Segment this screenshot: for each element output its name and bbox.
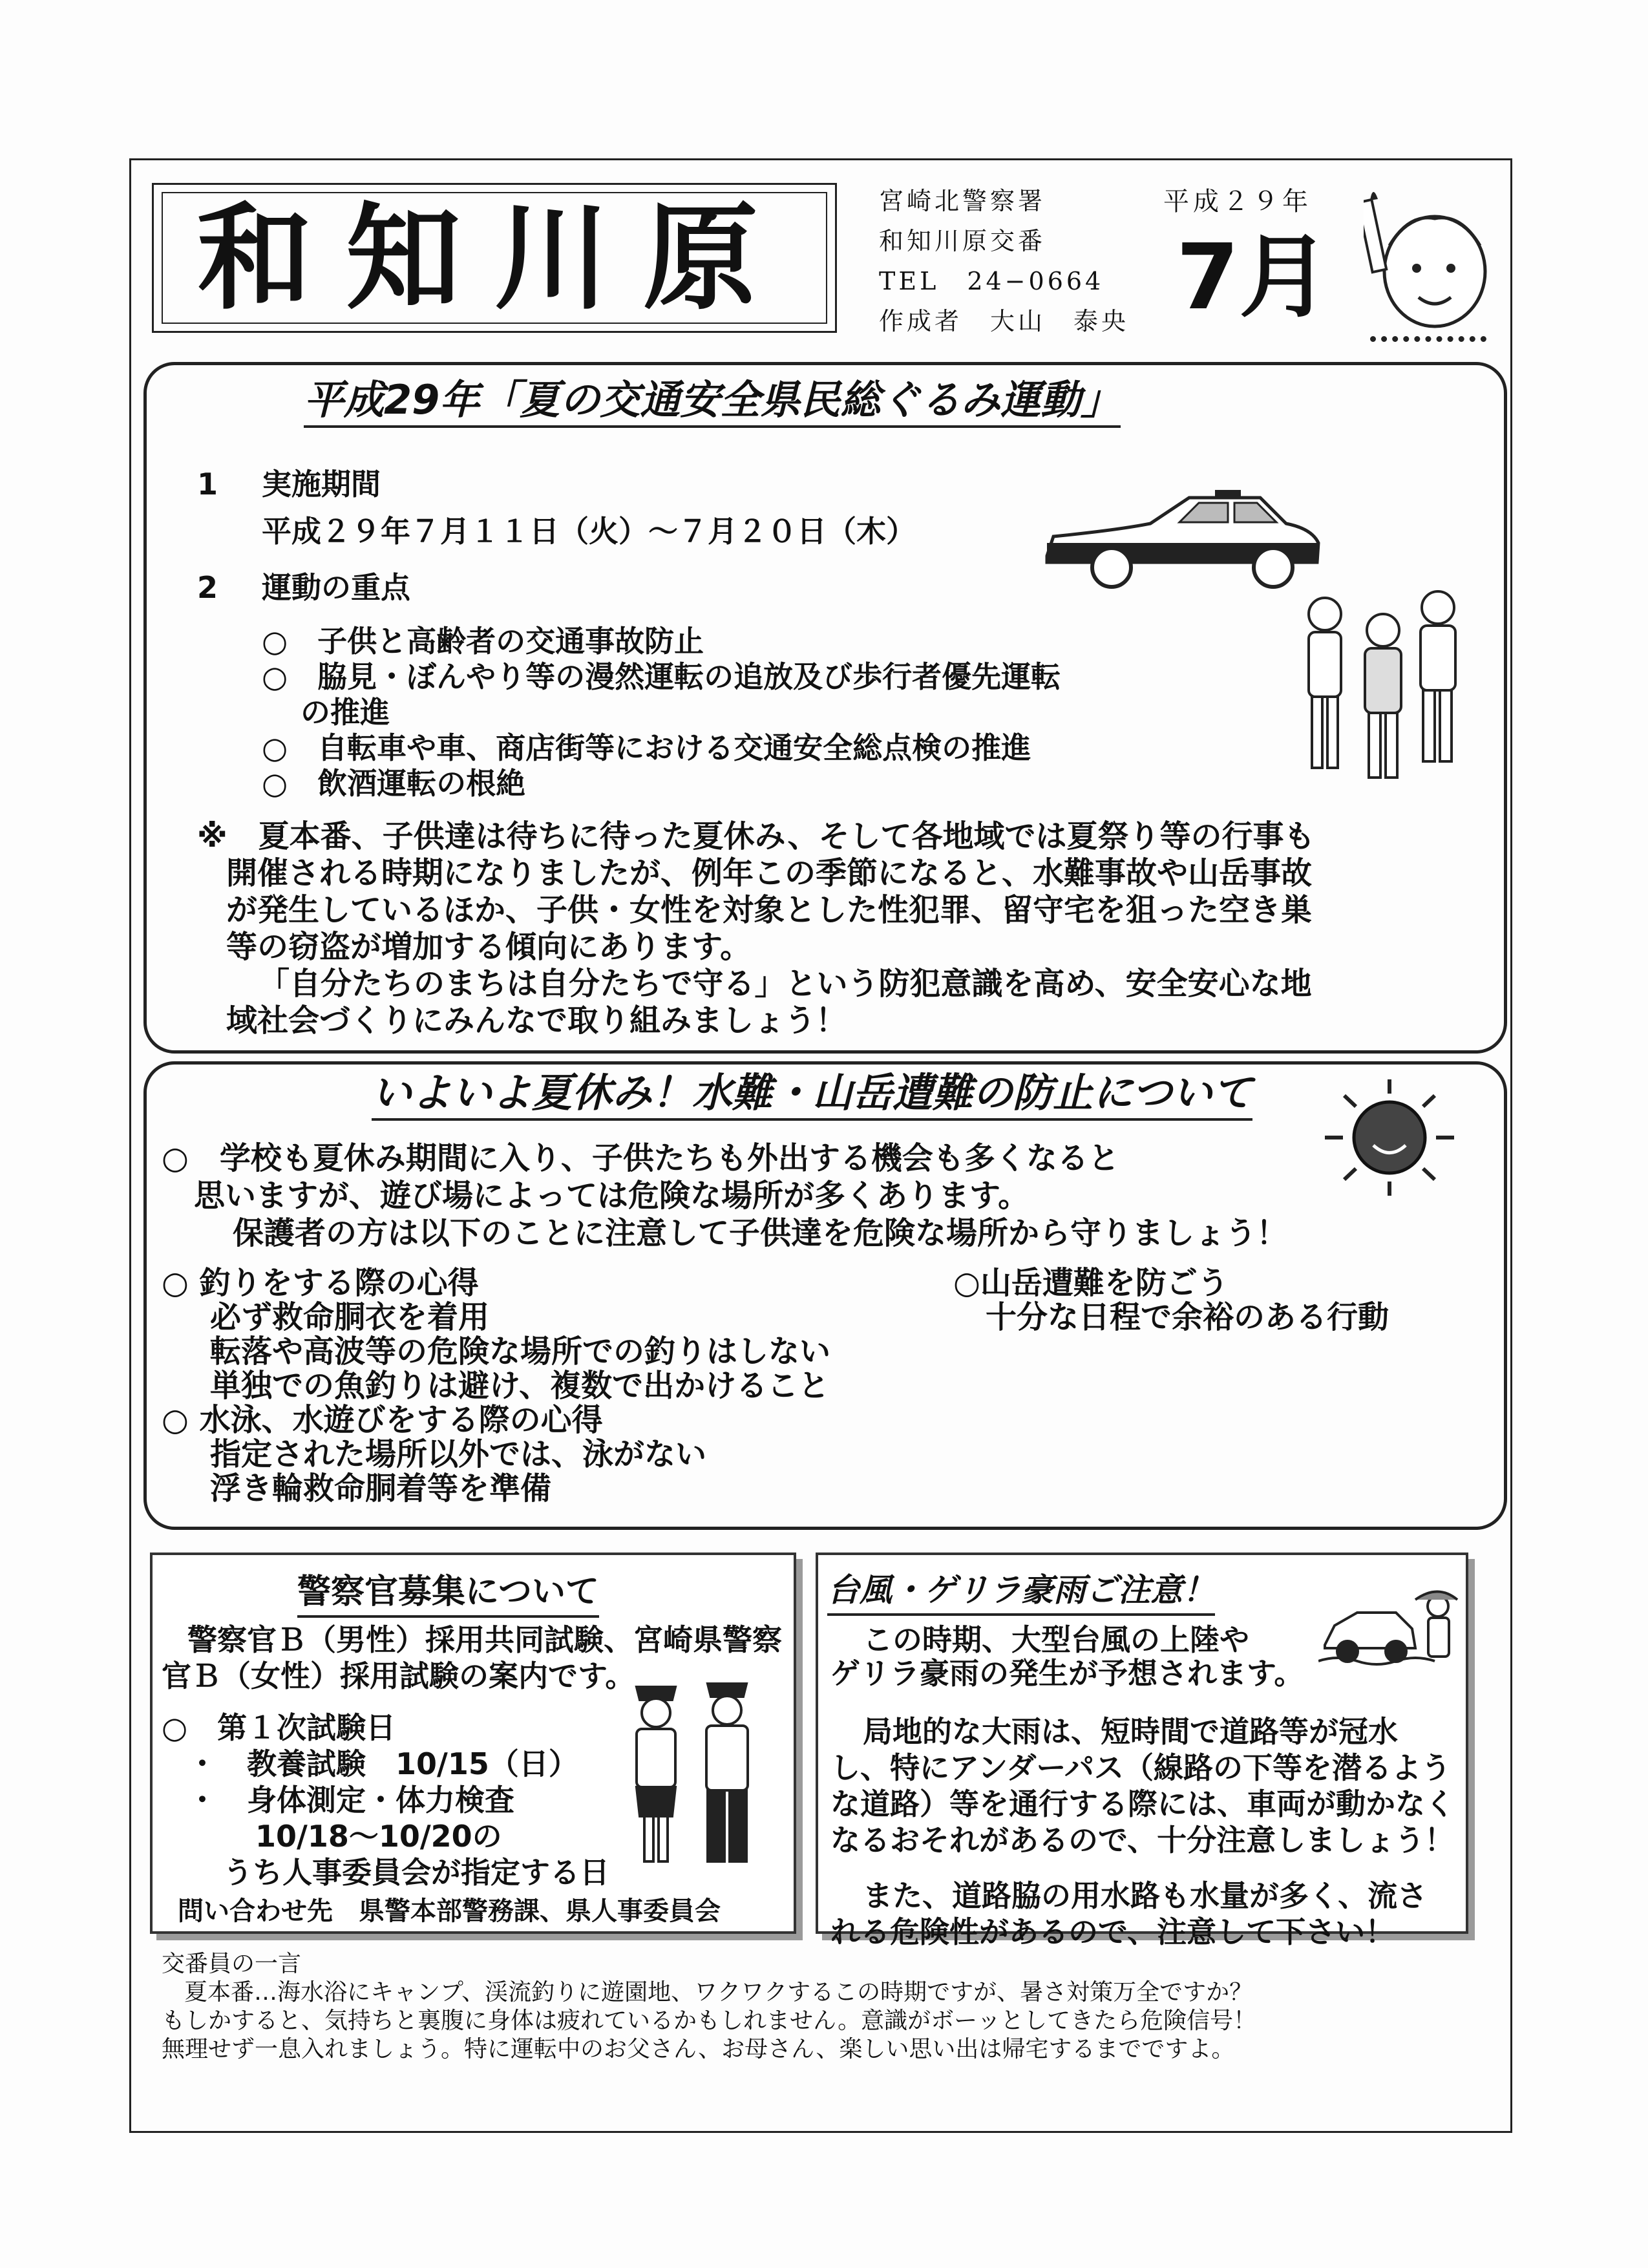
focus-point: ○ 自転車や車、商店街等における交通安全総点検の推進 <box>262 730 1031 765</box>
recruitment-line: 警察官Ｂ（男性）採用共同試験、宮崎県警察 <box>187 1622 782 1657</box>
focus-point: ○ 飲酒運転の根絶 <box>262 766 526 801</box>
recruitment-line: うち人事委員会が指定する日 <box>223 1855 609 1890</box>
focus-point: ○ 子供と高齢者の交通事故防止 <box>262 624 704 659</box>
recruitment-contact: 問い合わせ先 県警本部警務課、県人事委員会 <box>178 1896 721 1926</box>
typhoon-line: な道路）等を通行する際には、車両が動かなく <box>830 1786 1455 1821</box>
campaign-note-line: が発生しているほか、子供・女性を対象とした性犯罪、留守宅を狙った空き巣 <box>226 892 1313 928</box>
water-safety-line: 浮き輪救命胴着等を準備 <box>210 1470 552 1507</box>
newsletter-title: 和知川原 <box>197 190 792 325</box>
water-mountain-safety-title: いよいよ夏休み！水難・山岳遭難の防止について <box>372 1073 1252 1121</box>
water-safety-line: 必ず救命胴衣を着用 <box>210 1299 490 1335</box>
summer-intro-line: 保護者の方は以下のことに注意して子供達を危険な場所から守りましょう！ <box>233 1215 1288 1251</box>
item1-label: 実施期間 <box>262 467 381 502</box>
koban-name: 和知川原交番 <box>879 227 1046 255</box>
typhoon-line: 局地的な大雨は、短時間で道路等が冠水 <box>863 1714 1398 1749</box>
recruitment-line: ・ 教養試験 10/15（日） <box>187 1746 578 1781</box>
typhoon-line: れる危険性があるので、注意して下さい！ <box>830 1914 1395 1949</box>
recruitment-line: 10/18〜10/20の <box>255 1819 502 1854</box>
typhoon-title: 台風・ゲリラ豪雨ご注意！ <box>827 1564 1215 1616</box>
flooded-car-icon <box>1318 1587 1461 1684</box>
campaign-note-line: 域社会づくりにみんなで取り組みましょう！ <box>226 1002 847 1039</box>
officer-comment-line: 夏本番…海水浴にキャンプ、渓流釣りに遊園地、ワクワクするこの時期ですが、暑さ対策万全ですか？ <box>184 1979 1253 2006</box>
typhoon-line: この時期、大型台風の上陸や <box>863 1622 1249 1657</box>
recruitment-line: ・ 身体測定・体力検査 <box>187 1783 514 1818</box>
publisher-info <box>879 181 1129 341</box>
issue-year: 平成２９年 <box>1163 187 1312 217</box>
mountain-safety-line: 十分な日程で余裕のある行動 <box>986 1299 1389 1335</box>
focus-point: の推進 <box>301 695 390 730</box>
summer-intro-line: 思いますが、遊び場によっては危険な場所が多くあります。 <box>194 1178 1030 1214</box>
item2-number: 2 <box>197 570 218 605</box>
summer-intro-line: ○ 学校も夏休み期間に入り、子供たちも外出する機会も多くなると <box>162 1140 1119 1176</box>
water-safety-line: 指定された場所以外では、泳がない <box>210 1436 707 1472</box>
campaign-note-line: 等の窃盗が増加する傾向にあります。 <box>226 929 752 965</box>
station-name: 宮崎北警察署 <box>879 187 1046 215</box>
recruitment-line: ○ 第１次試験日 <box>162 1710 396 1745</box>
header-divider <box>1370 336 1486 342</box>
typhoon-line: また、道路脇の用水路も水量が多く、流さ <box>863 1878 1428 1913</box>
focus-point: ○ 脇見・ぼんやり等の漫然運転の追放及び歩行者優先運転 <box>262 659 1061 694</box>
patrol-volunteers-icon <box>1286 582 1474 789</box>
water-safety-line: 単独での魚釣りは避け、複数で出かけること <box>210 1368 830 1404</box>
recruitment-title: 警察官募集について <box>297 1564 599 1618</box>
water-safety-line: ○ 水泳、水遊びをする際の心得 <box>162 1402 603 1438</box>
water-safety-line: 転落や高波等の危険な場所での釣りはしない <box>210 1333 831 1370</box>
recruitment-line: 官Ｂ（女性）採用試験の案内です。 <box>162 1659 635 1693</box>
phone-number: TEL 24−0664 <box>879 267 1104 295</box>
typhoon-line: なるおそれがあるので、十分注意しましょう！ <box>830 1823 1455 1858</box>
officer-comment-line: 無理せず一息入れましょう。特に運転中のお父さん、お母さん、楽しい思い出は帰宅するまでですよ。 <box>162 2036 1235 2062</box>
title-box <box>162 192 827 324</box>
item2-label: 運動の重点 <box>262 570 410 605</box>
child-mascot-icon <box>1364 175 1493 336</box>
police-car-icon <box>1041 478 1325 595</box>
item1-number: 1 <box>197 467 218 502</box>
mountain-safety-line: ○山岳遭難を防ごう <box>953 1265 1229 1301</box>
campaign-note-line: 「自分たちのまちは自分たちで守る」という防犯意識を高め、安全安心な地 <box>259 966 1312 1002</box>
typhoon-line: ゲリラ豪雨の発生が予想されます。 <box>830 1656 1304 1691</box>
officer-comment-line: もしかすると、気持ちと裏腹に身体は疲れているかもしれません。意識がボーッとしてきたら危険信号！ <box>162 2008 1257 2034</box>
campaign-period: 平成２９年７月１１日（火）〜７月２０日（木） <box>262 514 916 549</box>
issue-month: 7月 <box>1176 225 1330 330</box>
campaign-note-line: ※ 夏本番、子供達は待ちに待った夏休み、そして各地域では夏祭り等の行事も <box>197 818 1315 854</box>
sun-icon <box>1305 1073 1474 1202</box>
author: 作成者 大山 泰央 <box>879 307 1130 335</box>
typhoon-line: し、特にアンダーパス（線路の下等を潜るよう <box>830 1750 1452 1785</box>
traffic-campaign-title: 平成29年「夏の交通安全県民総ぐるみ運動」 <box>304 380 1121 428</box>
officer-comment-heading: 交番員の一言 <box>162 1951 302 1977</box>
water-safety-line: ○ 釣りをする際の心得 <box>162 1265 479 1301</box>
saluting-officers-icon <box>617 1674 766 1868</box>
campaign-note-line: 開催される時期になりましたが、例年この季節になると、水難事故や山岳事故 <box>226 855 1313 891</box>
